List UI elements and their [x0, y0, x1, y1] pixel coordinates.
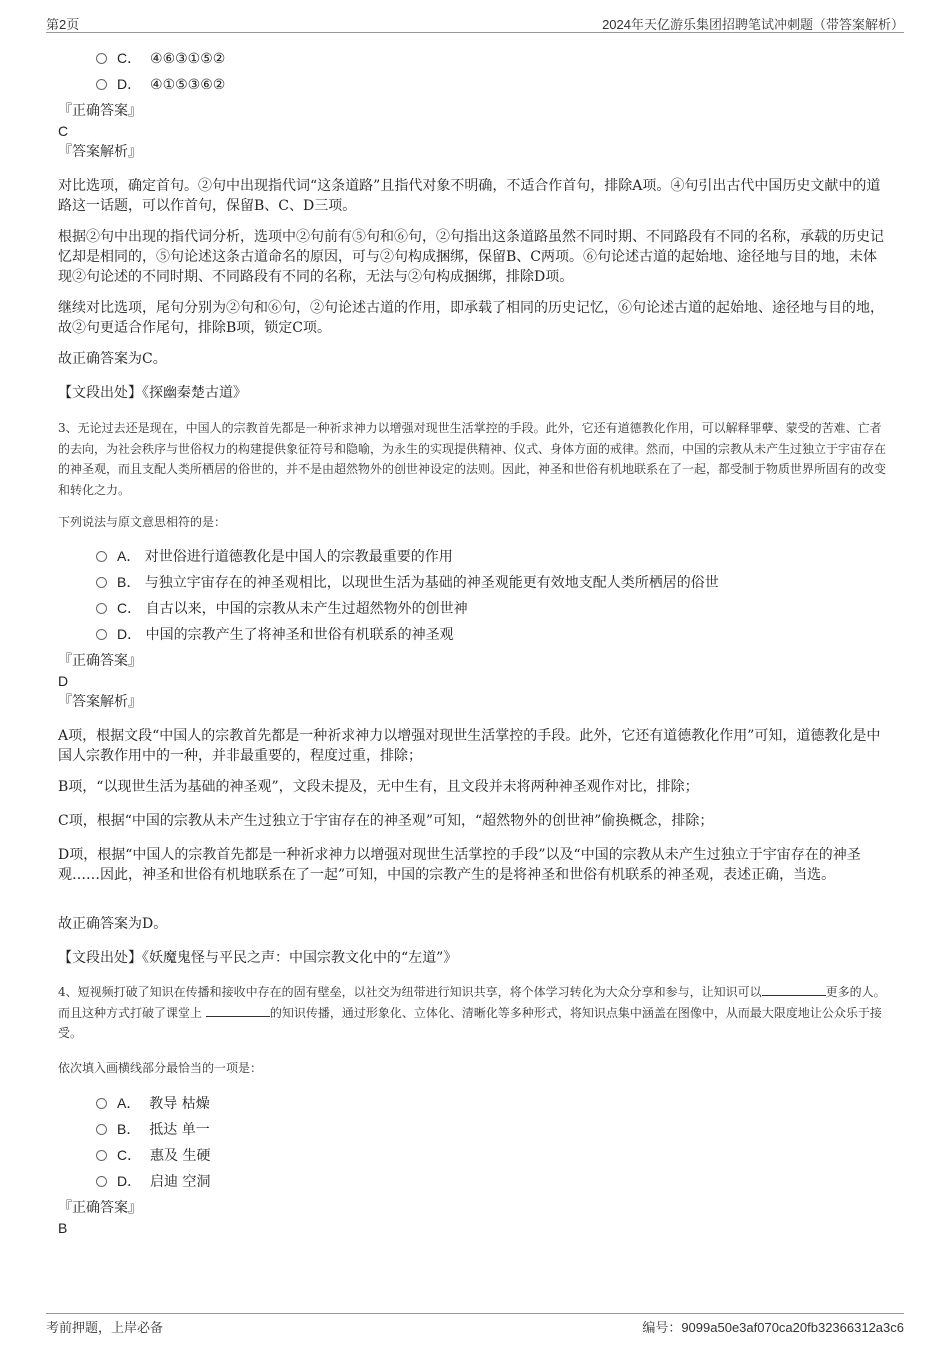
answer-label: 『正确答案』: [58, 653, 142, 669]
option-c[interactable]: C． 自古以来，中国的宗教从未产生过超然物外的创世神: [96, 598, 468, 618]
footer-slogan: 考前押题，上岸必备: [46, 1320, 164, 1335]
analysis-conclusion: 故正确答案为D。: [58, 916, 168, 932]
radio-icon[interactable]: [96, 577, 107, 588]
page-number: 第2页: [46, 17, 80, 32]
option-d[interactable]: D． 中国的宗教产生了将神圣和世俗有机联系的神圣观: [96, 624, 454, 644]
radio-icon[interactable]: [96, 551, 107, 562]
radio-icon[interactable]: [96, 629, 107, 640]
radio-icon[interactable]: [96, 1150, 107, 1161]
fill-blank: [762, 984, 826, 996]
radio-icon[interactable]: [96, 53, 107, 64]
option-b[interactable]: B． 抵达 单一: [96, 1119, 210, 1139]
fill-blank: [206, 1005, 270, 1017]
analysis-paragraph: 继续对比选项，尾句分别为②句和⑥句，②句论述古道的作用，即承载了相同的历史记忆，⑥句论述古道的起始地、途径地与目的地，故②句更适合作尾句，排除B项，锁定C项。: [58, 300, 884, 336]
answer-value: B: [58, 1220, 68, 1236]
analysis-paragraph: A项，根据文段“中国人的宗教首先都是一种祈求神力以增强对现世生活掌控的手段。此外，它还有道德教化作用”可知，道德教化是中国人宗教作用中的一种，并非最重要的，程度过重，排除；: [58, 728, 881, 764]
option-a[interactable]: A． 对世俗进行道德教化是中国人的宗教最重要的作用: [96, 546, 453, 566]
question-stem: 4、短视频打破了知识在传播和接收中存在的固有壁垒，以社交为纽带进行知识共享，将个体学习转化为大众分享和参与，让知识可以 更多的人。而且这种方式打破了课堂上 的知识传播，通过形象化、立体化、清晰化等多种形式，将知识点集中涵盖在图像中，从而最大限度地让公众乐于接受。: [58, 985, 886, 1040]
analysis-paragraph: C项，根据“中国的宗教从未产生过独立于宇宙存在的神圣观”可知，“超然物外的创世神”偷换概念，排除；: [58, 813, 714, 829]
question-stem: 3、无论过去还是现在，中国人的宗教首先都是一种祈求神力以增强对现世生活掌控的手段。此外，它还有道德教化作用，可以解释罪孽、蒙受的苦难、亡者的去向，为社会秩序与世俗权力的构建提供象征符号和隐喻，为永生的实现提供精神、仪式、身体方面的戒律。然而，中国的宗教从未产生过独立于宇宙存在的神圣观，而且支配人类所栖居的俗世的，并不是由超然物外的创世神设定的法则。因此，神圣和世俗有机地联系在了一起，都受制于物质世界所固有的改变和转化之力。: [58, 421, 887, 497]
analysis-paragraph: 对比选项，确定首句。②句中出现指代词“这条道路”且指代对象不明确，不适合作首句，排除A项。④句引出古代中国历史文献中的道路这一话题，可以作首句，保留B、C、D三项。: [58, 178, 881, 214]
document-title: 2024年天亿游乐集团招聘笔试冲刺题（带答案解析）: [602, 17, 904, 32]
page-header: [46, 10, 904, 33]
option-d[interactable]: D． 启迪 空洞: [96, 1171, 210, 1191]
radio-icon[interactable]: [96, 603, 107, 614]
radio-icon[interactable]: [96, 1176, 107, 1187]
option-a[interactable]: A． 教导 枯燥: [96, 1093, 210, 1113]
option-c[interactable]: C． 惠及 生硬: [96, 1145, 210, 1165]
answer-label: 『正确答案』: [58, 1200, 142, 1216]
radio-icon[interactable]: [96, 79, 107, 90]
answer-value: D: [58, 673, 69, 689]
analysis-paragraph: B项，“以现世生活为基础的神圣观”，文段未提及，无中生有，且文段并未将两种神圣观作对比，排除；: [58, 779, 699, 795]
question-prompt: 依次填入画横线部分最恰当的一项是：: [58, 1061, 263, 1075]
radio-icon[interactable]: [96, 1098, 107, 1109]
source-citation: 【文段出处】《妖魔鬼怪与平民之声：中国宗教文化中的“左道”》: [58, 950, 458, 966]
answer-value: C: [58, 123, 69, 139]
page-footer: [46, 1313, 904, 1338]
analysis-paragraph: D项，根据“中国人的宗教首先都是一种祈求神力以增强对现世生活掌控的手段”以及“中国的宗教从未产生过独立于宇宙存在的神圣观……因此，神圣和世俗有机地联系在了一起”可知，中国的宗教产生的是将神圣和世俗有机联系的神圣观，表述正确，当选。: [58, 847, 861, 883]
radio-icon[interactable]: [96, 1124, 107, 1135]
document-code: 编号：9099a50e3af070ca20fb32366312a3c6: [642, 1320, 904, 1335]
analysis-paragraph: 根据②句中出现的指代词分析，选项中②句前有⑤句和⑥句，②句指出这条道路虽然不同时期、不同路段有不同的名称，承载的历史记忆却是相同的，⑤句论述这条古道命名的原因，可与②句构成捆绑，保留B、C两项。⑥句论述古道的起始地、途径地与目的地，未体现②句论述的不同时期、不同路段有不同的名称，无法与②句构成捆绑，排除D项。: [58, 229, 884, 285]
analysis-label: 『答案解析』: [58, 144, 142, 160]
option-d[interactable]: D． ④①⑤③⑥②: [96, 74, 225, 94]
option-c[interactable]: C． ④⑥③①⑤②: [96, 48, 225, 68]
answer-label: 『正确答案』: [58, 103, 142, 119]
analysis-conclusion: 故正确答案为C。: [58, 351, 167, 367]
source-citation: 【文段出处】《探幽秦楚古道》: [58, 385, 247, 401]
analysis-label: 『答案解析』: [58, 694, 142, 710]
option-b[interactable]: B． 与独立宇宙存在的神圣观相比，以现世生活为基础的神圣观能更有效地支配人类所栖居的俗世: [96, 572, 719, 592]
question-prompt: 下列说法与原文意思相符的是：: [58, 515, 227, 529]
